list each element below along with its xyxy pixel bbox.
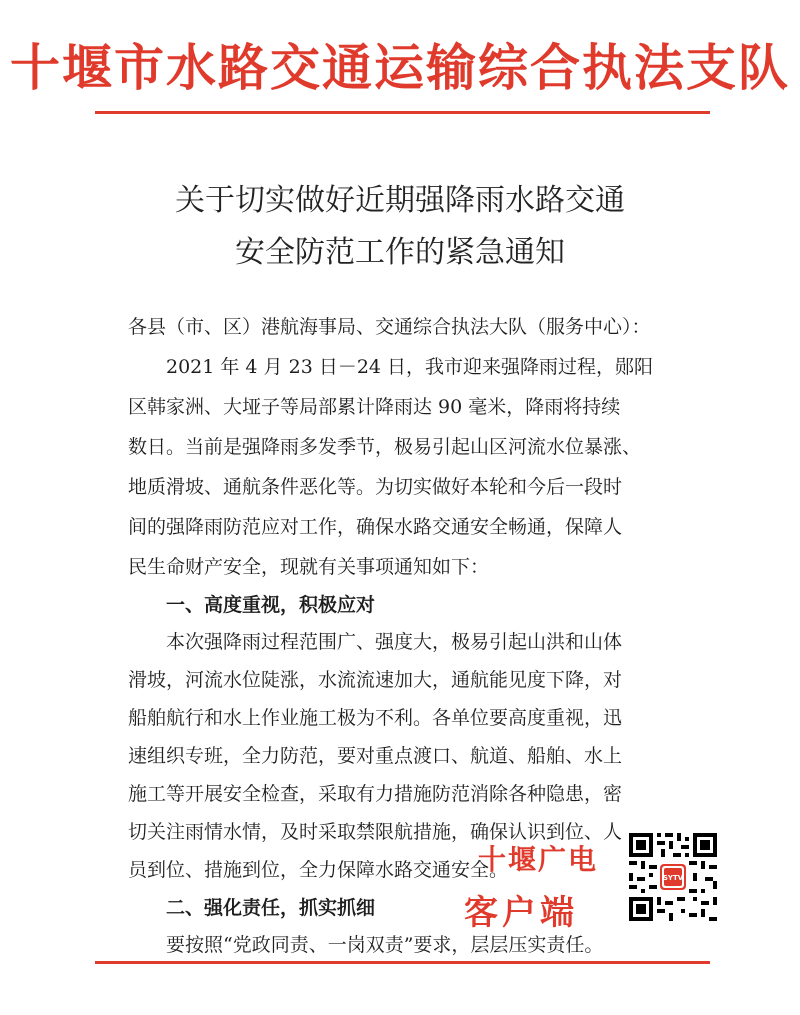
addressee-line: 各县（市、区）港航海事局、交通综合执法大队（服务中心）： <box>128 316 651 338</box>
brand-watermark-line-2: 客户端 <box>464 893 578 933</box>
body-line: 滑坡，河流水位陡涨，水流流速加大，通航能见度下降，对 <box>128 669 623 691</box>
body-line: 速组织专班，全力防范，要对重点渡口、航道、船舶、水上 <box>128 745 623 767</box>
document-title-line-2: 安全防范工作的紧急通知 <box>235 235 565 270</box>
body-line: 施工等开展安全检查，采取有力措施防范消除各种隐患，密 <box>128 783 623 805</box>
document-title-line-1: 关于切实做好近期强降雨水路交通 <box>175 183 625 218</box>
body-line: 本次强降雨过程范围广、强度大，极易引起山洪和山体 <box>128 631 623 653</box>
body-line: 2021 年 4 月 23 日－24 日，我市迎来强降雨过程，郧阳 <box>128 356 654 378</box>
body-line: 数日。当前是强降雨多发季节，极易引起山区河流水位暴涨、 <box>128 436 642 458</box>
header-red-rule <box>95 111 710 114</box>
footer-red-rule <box>95 961 710 964</box>
body-line: 地质滑坡、通航条件恶化等。为切实做好本轮和今后一段时 <box>128 476 623 498</box>
body-line: 要按照“党政同责、一岗双责”要求，层层压实责任。 <box>128 934 604 956</box>
body-line: 员到位、措施到位，全力保障水路交通安全。 <box>128 859 509 881</box>
brand-watermark-line-1: 十堰广电 <box>478 843 599 876</box>
body-line: 间的强降雨防范应对工作，确保水路交通安全畅通，保障人 <box>128 516 623 538</box>
section-heading-1: 一、高度重视，积极应对 <box>128 594 376 616</box>
body-line: 区韩家洲、大垭子等局部累计降雨达 90 毫米，降雨将持续 <box>128 396 621 418</box>
section-heading-2: 二、强化责任，抓实抓细 <box>128 897 376 919</box>
body-line: 切关注雨情水情，及时采取禁限航措施，确保认识到位、人 <box>128 821 623 843</box>
body-line: 船舶航行和水上作业施工极为不利。各单位要高度重视，迅 <box>128 707 623 729</box>
org-header-title: 十堰市水路交通运输综合执法支队 <box>10 38 790 97</box>
body-line: 民生命财产安全，现就有关事项通知如下： <box>128 556 490 578</box>
qr-badge-label: SYTV <box>662 874 684 882</box>
qr-code-icon[interactable] <box>627 831 719 923</box>
